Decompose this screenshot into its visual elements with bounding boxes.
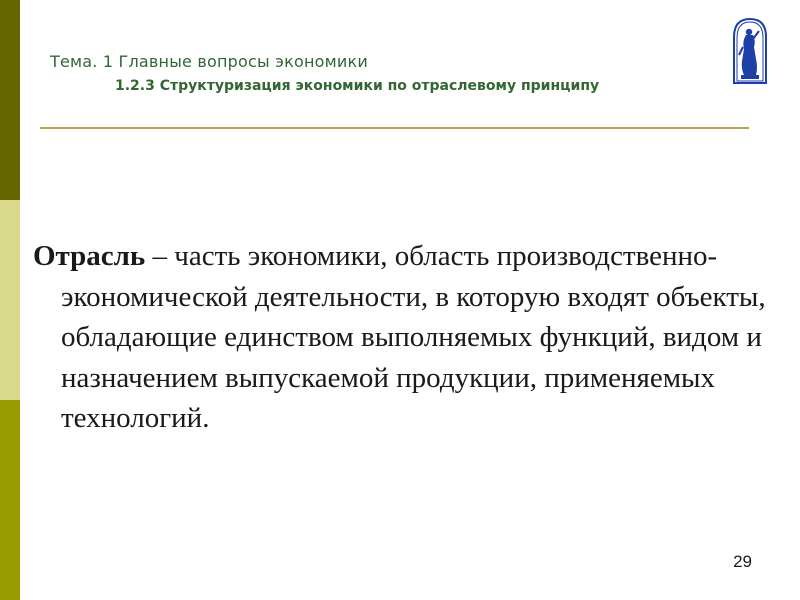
definition-paragraph xyxy=(33,236,778,439)
definition-term: Отрасль xyxy=(33,240,146,272)
sidebar-stripe-light xyxy=(0,200,20,400)
slide-subtopic: 1.2.3 Структуризация экономики по отраслевому принципу xyxy=(115,78,600,94)
definition-dash: – xyxy=(145,240,175,272)
university-emblem-icon xyxy=(732,17,768,85)
definition-text-line1: часть экономики, область xyxy=(174,240,490,272)
sidebar-stripe-olive xyxy=(0,400,20,600)
page-number: 29 xyxy=(733,552,752,571)
slide-topic: Тема. 1 Главные вопросы экономики xyxy=(50,52,368,71)
sidebar-stripe-dark xyxy=(0,0,20,200)
title-divider xyxy=(40,127,749,129)
definition-block xyxy=(33,236,778,439)
definition-text-rest: производственно-экономической деятельности, в которую входят объекты, обладающие единством выполняемых функций, видом и назначением выпускаемой продукции, применяемых технологий. xyxy=(61,240,766,434)
